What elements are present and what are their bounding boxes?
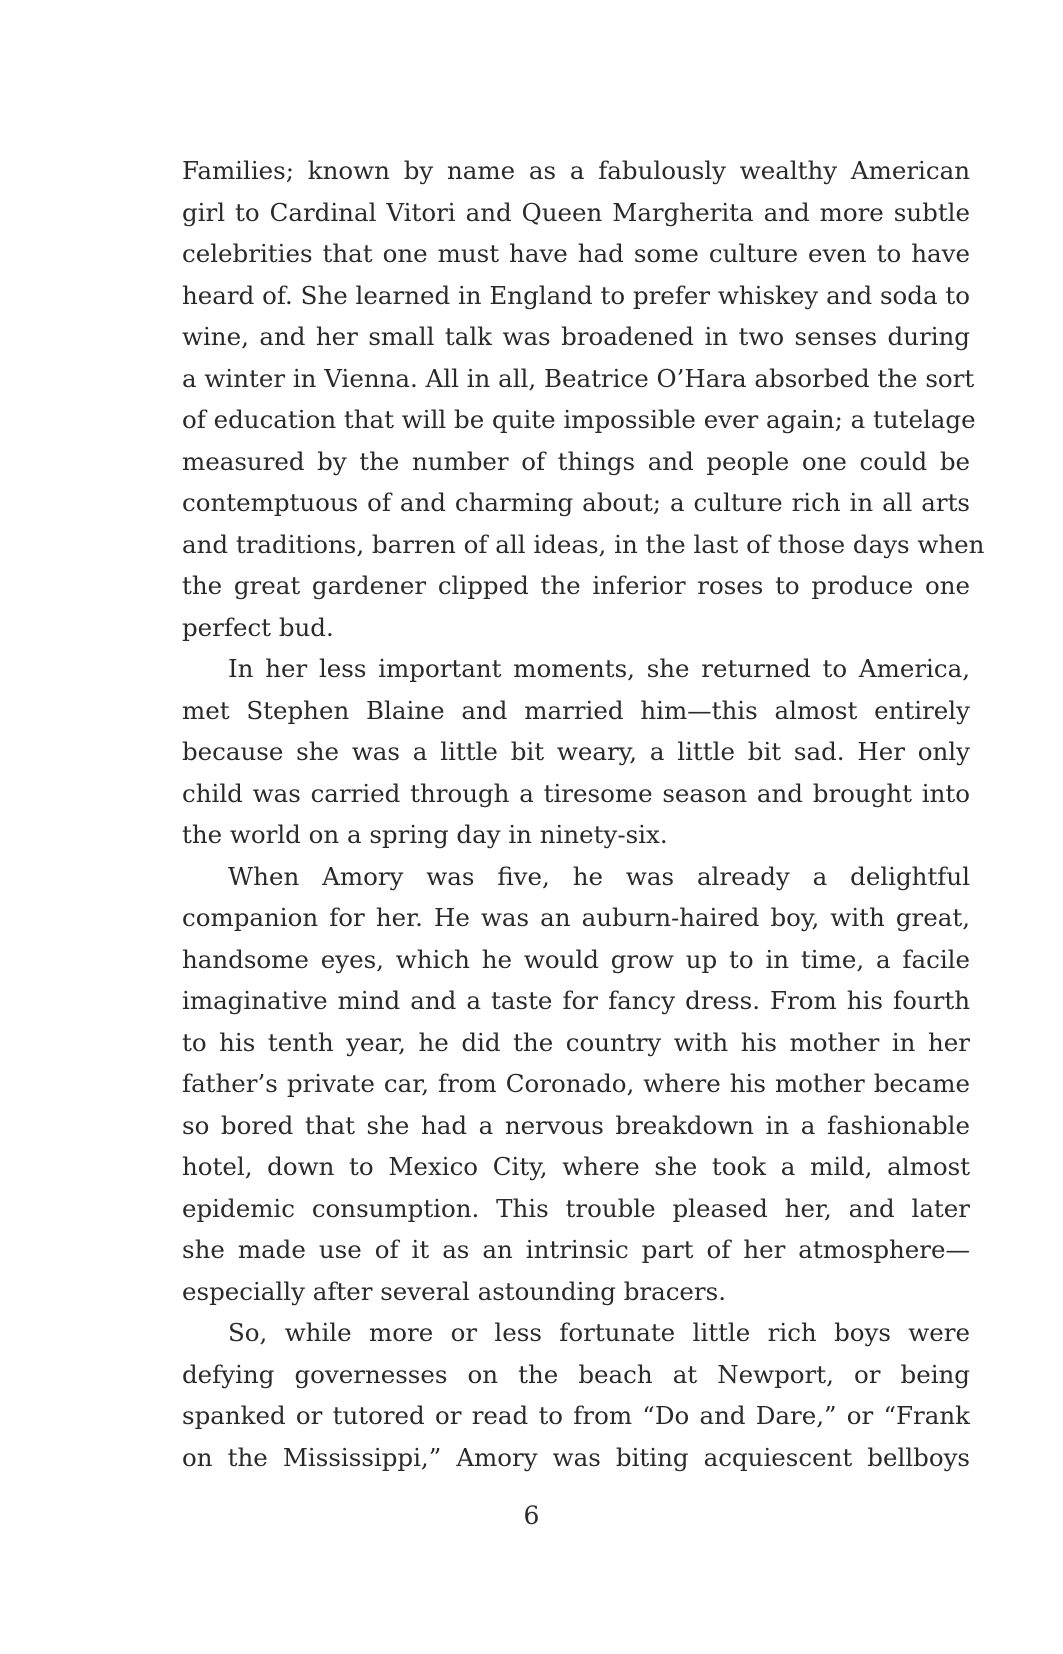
text-line: and traditions, barren of all ideas, in the last of those days when [182,529,985,559]
text-line: companion for her. He was an auburn-haired boy, with great, [182,903,970,932]
text-line: wine, and her small talk was broadened in two senses during [182,322,970,351]
text-line: spanked or tutored or read to from “Do and Dare,” or “Frank [182,1401,970,1430]
text-line: perfect bud. [182,612,334,642]
text-line: imaginative mind and a taste for fancy dress. From his fourth [182,986,970,1015]
text-line: a winter in Vienna. All in all, Beatrice O’Hara absorbed the sort [182,363,975,393]
text-line: Families; known by name as a fabulously wealthy American [182,156,970,185]
text-line: especially after several astounding bracers. [182,1276,726,1306]
text-line: of education that will be quite impossible ever again; a tutelage [182,405,976,434]
text-line: the world on a spring day in ninety-six. [182,820,668,849]
paragraph [182,150,985,648]
text-line: the great gardener clipped the inferior roses to produce one [182,571,970,600]
text-line: girl to Cardinal Vitori and Queen Margherita and more subtle [182,197,970,227]
body-text [182,150,985,1478]
text-line: met Stephen Blaine and married him—this almost entirely [182,695,970,725]
text-line: So, while more or less fortunate little rich boys were [228,1318,970,1347]
text-line: hotel, down to Mexico City, where she took a mild, almost [182,1152,970,1181]
text-line: to his tenth year, he did the country with his mother in her [182,1027,970,1057]
text-line: because she was a little bit weary, a little bit sad. Her only [182,737,970,766]
text-line: In her less important moments, she returned to America, [228,654,970,683]
text-line: measured by the number of things and people one could be [182,446,970,476]
text-line: epidemic consumption. This trouble pleased her, and later [182,1193,970,1223]
text-line: celebrities that one must have had some culture even to have [182,239,970,268]
text-line: heard of. She learned in England to prefer whiskey and soda to [182,280,970,310]
text-line: father’s private car, from Coronado, where his mother became [182,1069,970,1098]
text-line: defying governesses on the beach at Newport, or being [182,1359,970,1389]
text-line: When Amory was five, he was already a delightful [228,861,970,891]
text-line: she made use of it as an intrinsic part of her atmosphere— [182,1235,970,1264]
paragraph [182,648,970,856]
text-line: handsome eyes, which he would grow up to in time, a facile [182,944,970,974]
text-line: on the Mississippi,” Amory was biting acquiescent bellboys [182,1442,970,1472]
text-line: child was carried through a tiresome season and brought into [182,778,970,808]
text-line: so bored that she had a nervous breakdown in a fashionable [182,1110,970,1140]
paragraph [182,856,970,1313]
paragraph [182,1312,970,1478]
page-number: 6 [523,1501,540,1530]
text-line: contemptuous of and charming about; a culture rich in all arts [182,488,970,517]
